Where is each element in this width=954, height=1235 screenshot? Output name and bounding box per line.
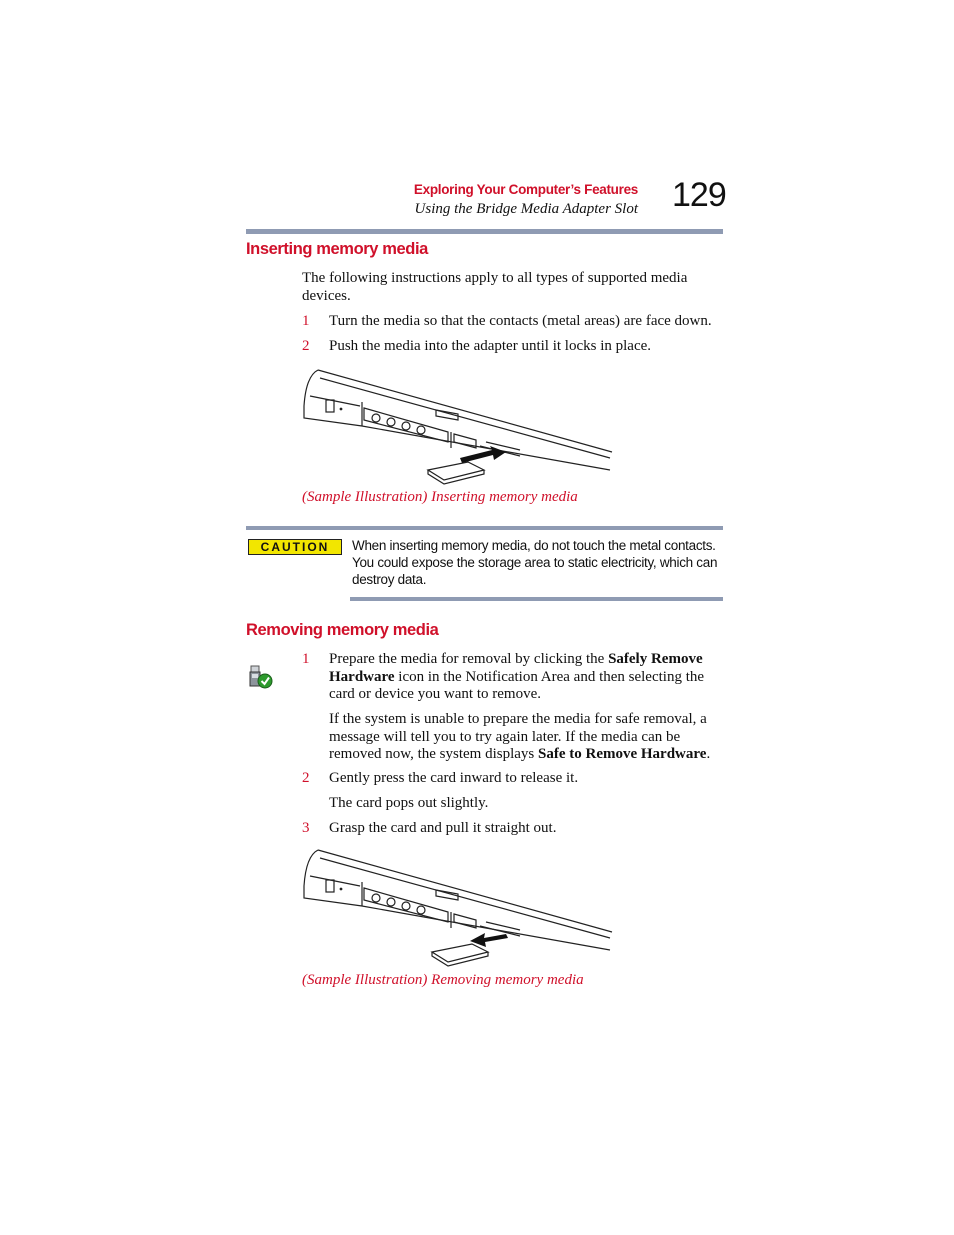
step-number: 2 [302,338,310,354]
step-note: The card pops out slightly. [329,795,489,811]
step-number: 1 [302,313,310,329]
step-text [329,651,723,704]
step-text-part: icon in the Notification Area and then selecting the card or device you want to remove. [329,668,705,702]
step-text: Grasp the card and pull it straight out. [329,820,557,836]
step-number: 3 [302,820,310,836]
running-header-section: Exploring Your Computer’s Features [413,182,638,197]
page-number: 129 [672,176,726,214]
note-text-part: . [706,746,711,762]
caution-rule-bottom [350,597,723,601]
safely-remove-hardware-icon [248,664,274,690]
step-number: 1 [302,651,310,667]
ui-term-safely-remove-hardware: Safely Remove Hardware [329,651,703,685]
step-number: 2 [302,770,310,786]
note-text-part: If the system is unable to prepare the media for safe removal, a message will tell you to try again later. If the media can be removed now, the system displays [329,711,707,762]
figure-caption-inserting: (Sample Illustration) Inserting memory media [302,489,578,505]
running-header-subsection: Using the Bridge Media Adapter Slot [414,201,638,217]
heading-inserting-memory-media: Inserting memory media [246,240,428,258]
caution-badge: CAUTION [248,539,342,555]
inserting-intro: The following instructions apply to all types of supported media devices. [302,270,688,304]
inserting-media-illustration [300,366,616,486]
removing-media-illustration [300,846,616,970]
ui-term-safe-to-remove-hardware: Safe to Remove Hardware [538,746,707,762]
step-text: Push the media into the adapter until it locks in place. [329,338,652,354]
heading-removing-memory-media: Removing memory media [246,621,439,639]
caution-rule-top [246,526,723,530]
step-text: Turn the media so that the contacts (metal areas) are face down. [329,313,712,329]
step-text-part: Prepare the media for removal by clicking the [329,651,609,667]
header-rule [246,229,723,234]
caution-text: When inserting memory media, do not touch the metal contacts. You could expose the storage area to static electricity, which can destroy data. [352,538,718,587]
figure-caption-removing: (Sample Illustration) Removing memory media [302,972,584,988]
step-note [329,711,725,764]
step-text: Gently press the card inward to release it. [329,770,579,786]
